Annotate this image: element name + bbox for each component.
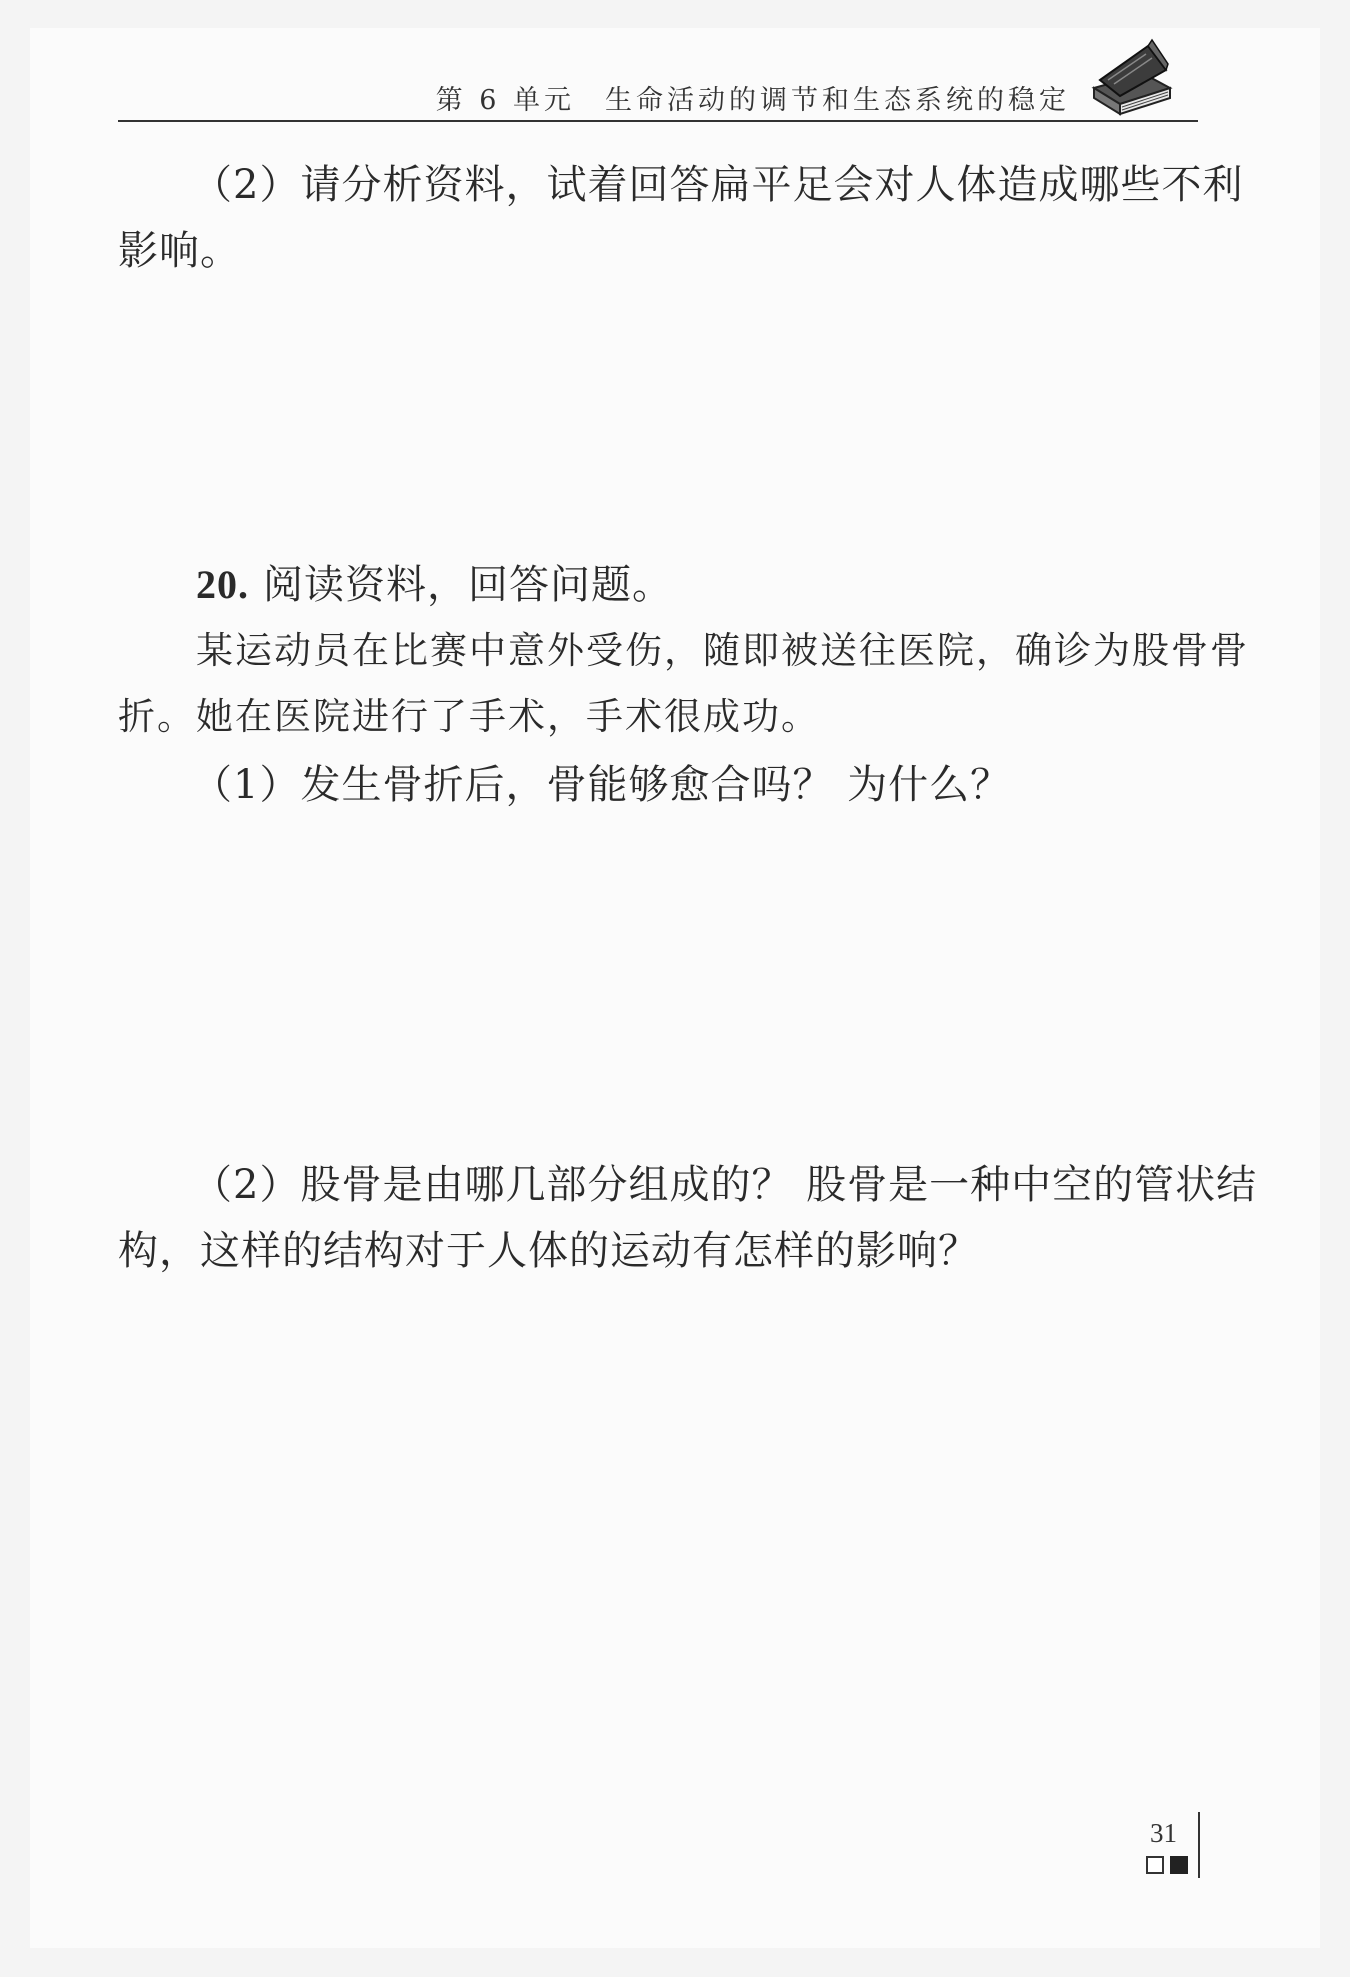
white-square-icon — [1146, 1856, 1164, 1874]
q20-2-line2: 构，这样的结构对于人体的运动有怎样的影响？ — [118, 1228, 979, 1274]
q20-material-line1: 某运动员在比赛中意外受伤，随即被送往医院，确诊为股骨骨 — [196, 629, 1249, 672]
black-square-icon — [1170, 1856, 1188, 1874]
q20-heading — [196, 552, 673, 618]
page-header — [118, 72, 1198, 122]
footer-divider — [1198, 1812, 1200, 1878]
header-text — [436, 78, 1070, 117]
header-title: 生命活动的调节和生态系统的稳定 — [605, 85, 1070, 116]
book-icon — [1086, 36, 1176, 116]
q20-1: （1）发生骨折后，骨能够愈合吗？ 为什么？ — [192, 762, 1012, 808]
q20-title: 阅读资料，回答问题。 — [263, 562, 673, 608]
q20-number: 20. — [196, 562, 249, 607]
q19-2-line1: （2）请分析资料，试着回答扁平足会对人体造成哪些不利 — [192, 162, 1244, 208]
q20-material-line2: 折。她在医院进行了手术，手术很成功。 — [118, 695, 820, 738]
q20-2-line1: （2）股骨是由哪几部分组成的？ 股骨是一种中空的管状结 — [192, 1162, 1258, 1208]
header-unit: 第 6 单元 — [435, 85, 575, 116]
q19-2-line2: 影响。 — [118, 228, 241, 274]
page-number: 31 — [1150, 1818, 1177, 1848]
page-sheet — [30, 28, 1320, 1948]
